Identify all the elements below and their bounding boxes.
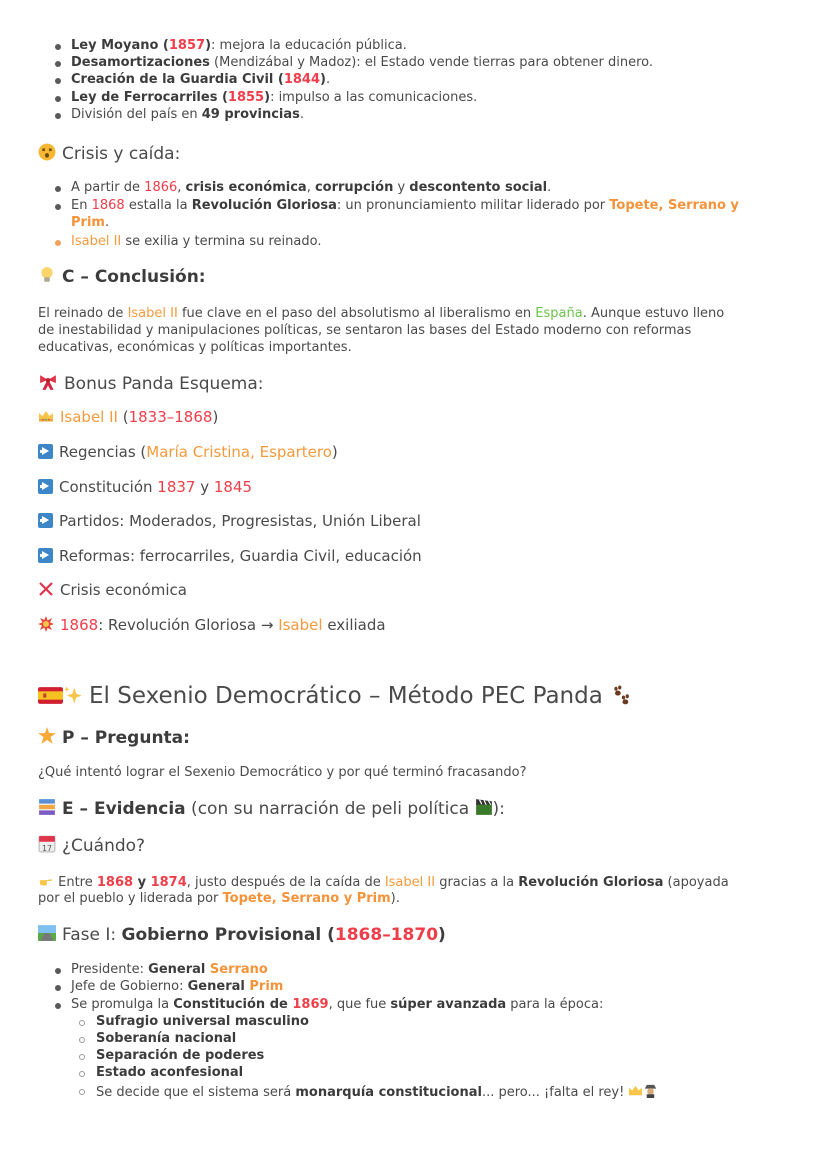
list-item	[71, 979, 283, 995]
paw-prints-icon	[611, 685, 631, 705]
text-segment: Entre	[54, 875, 97, 890]
text-segment: ... pero... ¡falta el rey!	[481, 1085, 629, 1100]
text-segment: de inestabilidad y manipulaciones políticas, se sentaron las bases del Estado moderno con reformas	[38, 323, 692, 338]
ribbon-icon	[38, 373, 58, 391]
text-segment: ).	[390, 891, 400, 906]
pregunta-heading	[38, 727, 190, 748]
list-item	[71, 198, 739, 214]
crisis-heading	[38, 143, 180, 164]
text-segment: María Cristina, Espartero	[146, 443, 332, 461]
list-item	[71, 962, 268, 978]
text-segment: por el pueblo y liderada por	[38, 891, 223, 906]
text-segment: .	[104, 215, 110, 230]
bonus-item	[38, 547, 422, 565]
motorway-icon	[38, 924, 56, 942]
bonus-item	[38, 443, 338, 461]
text-segment: y	[393, 180, 410, 195]
text-segment: y	[133, 875, 151, 890]
crown-icon	[38, 408, 54, 424]
bullet	[55, 61, 61, 67]
right-arrow-icon	[38, 548, 53, 563]
text-segment: descontento social	[409, 180, 548, 195]
text-segment: Desamortizaciones	[71, 55, 210, 70]
text-segment: 1869	[292, 997, 329, 1012]
glowing-star-icon	[38, 727, 56, 745]
list-item	[71, 180, 551, 196]
list-item	[71, 234, 321, 250]
text-segment: 1857	[168, 38, 206, 53]
sub-list-item	[96, 1065, 243, 1081]
text-segment: Isabel II	[384, 875, 436, 890]
text-segment: Isabel	[278, 616, 323, 634]
text-segment: 1844	[283, 72, 321, 87]
bonus-heading-text: Bonus Panda Esquema:	[64, 374, 264, 394]
paragraph-line	[38, 891, 400, 907]
paragraph-line	[38, 340, 352, 356]
text-segment: fue clave en el paso del absolutismo al liberalismo en	[177, 306, 536, 321]
text-segment: ,	[306, 180, 315, 195]
text-segment: 1855	[227, 90, 265, 105]
text-segment: y	[195, 478, 214, 496]
text-segment: 1833–1868	[128, 408, 213, 426]
sub-list-item	[96, 1048, 264, 1064]
text-segment: Gobierno Provisional (	[121, 925, 335, 945]
bonus-item	[38, 478, 252, 496]
text-segment: exiliada	[322, 616, 386, 634]
text-segment: : mejora la educación pública.	[211, 38, 407, 53]
list-item-continuation	[71, 215, 109, 231]
text-segment: Se decide que el sistema será	[96, 1085, 296, 1100]
cuando-heading	[38, 835, 145, 856]
sexenio-title-text: El Sexenio Democrático – Método PEC Panda	[89, 683, 603, 709]
bonus-heading	[38, 373, 264, 394]
text-segment: Revolución Gloriosa	[191, 198, 337, 213]
text-segment: 1868	[96, 875, 134, 890]
sub-bullet	[79, 1089, 85, 1095]
text-segment: Revolución Gloriosa	[518, 875, 664, 890]
list-item	[71, 55, 653, 71]
text-segment: para la época:	[506, 997, 604, 1012]
text-segment: Isabel II	[71, 234, 122, 249]
list-item	[71, 72, 330, 88]
text-segment: 1874	[150, 875, 187, 890]
text-segment: (	[117, 408, 129, 426]
text-segment: educativas, económicas y políticas importantes.	[38, 340, 352, 355]
spain-flag-icon	[38, 687, 63, 704]
text-segment: .	[299, 107, 305, 122]
text-segment: )	[320, 72, 326, 87]
list-item	[71, 997, 603, 1013]
text-segment: . Aunque estuvo lleno	[582, 306, 725, 321]
cuando-heading-text: ¿Cuándo?	[62, 836, 146, 856]
evidencia-heading-bold: E – Evidencia	[62, 799, 186, 819]
text-segment: : Revolución Gloriosa →	[98, 616, 279, 634]
sub-list-item	[96, 1083, 658, 1101]
conclusion-heading	[38, 266, 206, 287]
text-segment: Separación de poderes	[96, 1048, 265, 1063]
text-segment: 1845	[213, 478, 253, 496]
bullet	[55, 186, 61, 192]
clapper-board-icon	[475, 798, 493, 816]
cross-mark-icon	[38, 581, 54, 597]
text-segment: (apoyada	[663, 875, 729, 890]
text-segment: El reinado de	[38, 306, 128, 321]
paragraph-line	[38, 306, 724, 322]
bullet	[55, 204, 61, 210]
paragraph-line	[38, 874, 729, 891]
text-segment: Isabel II	[60, 408, 118, 426]
sub-bullet	[79, 1054, 85, 1060]
text-segment: Isabel II	[127, 306, 178, 321]
text-segment: monarquía constitucional	[295, 1085, 482, 1100]
bullet	[55, 968, 61, 974]
text-segment: estalla la	[124, 198, 192, 213]
list-item	[71, 90, 477, 106]
text-segment: 1868–1870	[334, 925, 439, 945]
text-segment: Ley Moyano (	[71, 38, 169, 53]
bonus-item	[38, 408, 218, 426]
bonus-item	[38, 616, 386, 634]
bullet	[55, 985, 61, 991]
list-item	[71, 107, 304, 123]
text-segment: Prim	[71, 215, 105, 230]
text-segment: , justo después de la caída de	[186, 875, 385, 890]
text-segment: 1868	[91, 198, 125, 213]
crisis-heading-text: Crisis y caída:	[62, 144, 181, 164]
bonus-item	[38, 512, 421, 530]
text-segment: )	[438, 925, 446, 945]
bullet	[55, 44, 61, 50]
text-segment: Sufragio universal masculino	[96, 1014, 309, 1029]
evidencia-heading-rest: (con su narración de peli política	[185, 799, 475, 819]
dizzy-face-icon	[38, 143, 56, 161]
crown-icon	[628, 1083, 643, 1098]
evidencia-heading	[38, 798, 505, 819]
bullet	[55, 113, 61, 119]
paragraph-line	[38, 323, 691, 339]
text-segment: ,	[177, 180, 186, 195]
text-segment: 49 provincias	[201, 107, 300, 122]
sub-list-item	[96, 1031, 236, 1047]
bullet	[55, 1003, 61, 1009]
text-segment: )	[264, 90, 271, 105]
text-segment: Fase I:	[62, 925, 122, 945]
right-arrow-icon	[38, 444, 53, 459]
text-segment: crisis económica	[185, 180, 307, 195]
sexenio-title	[38, 683, 631, 709]
text-segment: Prim	[249, 979, 284, 994]
text-segment: Constitución	[59, 478, 158, 496]
text-segment: Creación de la Guardia Civil (	[71, 72, 284, 87]
right-arrow-icon	[38, 513, 53, 528]
text-segment: : impulso a las comunicaciones.	[270, 90, 478, 105]
text-segment: Regencias (	[59, 443, 147, 461]
svg-text:17: 17	[41, 843, 53, 853]
light-bulb-icon	[38, 266, 56, 284]
text-segment: )	[212, 408, 219, 426]
books-icon	[38, 798, 56, 816]
conclusion-heading-text: C – Conclusión:	[62, 267, 206, 287]
bullet	[55, 78, 61, 84]
right-arrow-icon	[38, 479, 53, 494]
text-segment: , que fue	[328, 997, 391, 1012]
text-segment: Estado aconfesional	[96, 1065, 244, 1080]
text-segment: gracias a la	[435, 875, 519, 890]
bullet	[55, 96, 61, 102]
pointing-hand-icon	[38, 874, 54, 888]
fase1-heading	[38, 924, 446, 945]
text-segment: Se promulga la	[71, 997, 174, 1012]
sub-bullet	[79, 1071, 85, 1077]
text-segment: Topete, Serrano y	[609, 198, 739, 213]
text-segment: .	[547, 180, 552, 195]
text-segment: .	[325, 72, 331, 87]
text-segment: súper avanzada	[390, 997, 507, 1012]
text-segment: Jefe de Gobierno:	[71, 979, 188, 994]
text-segment: General	[187, 979, 250, 994]
text-segment: Topete, Serrano y Prim	[222, 891, 391, 906]
text-segment: 1866	[144, 180, 178, 195]
explosion-icon	[38, 616, 54, 632]
text-segment: Crisis económica	[60, 581, 187, 599]
pregunta-text: ¿Qué intentó lograr el Sexenio Democrático y por qué terminó fracasando?	[38, 765, 527, 780]
text-segment: España	[535, 306, 583, 321]
text-segment: General	[148, 962, 210, 977]
text-segment: se exilia y termina su reinado.	[121, 234, 322, 249]
text-segment: Partidos: Moderados, Progresistas, Unión Liberal	[59, 512, 421, 530]
sparkles-icon	[63, 685, 83, 705]
text-segment: Constitución de	[173, 997, 293, 1012]
text-segment: Ley de Ferrocarriles (	[71, 90, 228, 105]
sub-bullet	[79, 1037, 85, 1043]
pregunta-heading-text: P – Pregunta:	[62, 728, 190, 748]
text-segment: Serrano	[209, 962, 268, 977]
text-segment: En	[71, 198, 92, 213]
list-item	[71, 38, 407, 54]
bullet	[55, 240, 61, 246]
text-segment: )	[331, 443, 338, 461]
bonus-item	[38, 581, 187, 599]
detective-icon	[643, 1083, 658, 1098]
text-segment: 1837	[157, 478, 196, 496]
text-segment: (Mendizábal y Madoz): el Estado vende tierras para obtener dinero.	[209, 55, 653, 70]
text-segment: )	[205, 38, 212, 53]
text-segment: Reformas: ferrocarriles, Guardia Civil, educación	[59, 547, 422, 565]
text-segment: División del país en	[71, 107, 202, 122]
text-segment: : un pronunciamiento militar liderado por	[336, 198, 610, 213]
text-segment: Presidente:	[71, 962, 149, 977]
text-segment: corrupción	[314, 180, 394, 195]
text-segment: A partir de	[71, 180, 145, 195]
sub-bullet	[79, 1020, 85, 1026]
evidencia-heading-end: ):	[492, 799, 505, 819]
text-segment: Soberanía nacional	[96, 1031, 237, 1046]
text-segment: 1868	[60, 616, 99, 634]
calendar-icon	[38, 835, 56, 853]
sub-list-item	[96, 1014, 309, 1030]
